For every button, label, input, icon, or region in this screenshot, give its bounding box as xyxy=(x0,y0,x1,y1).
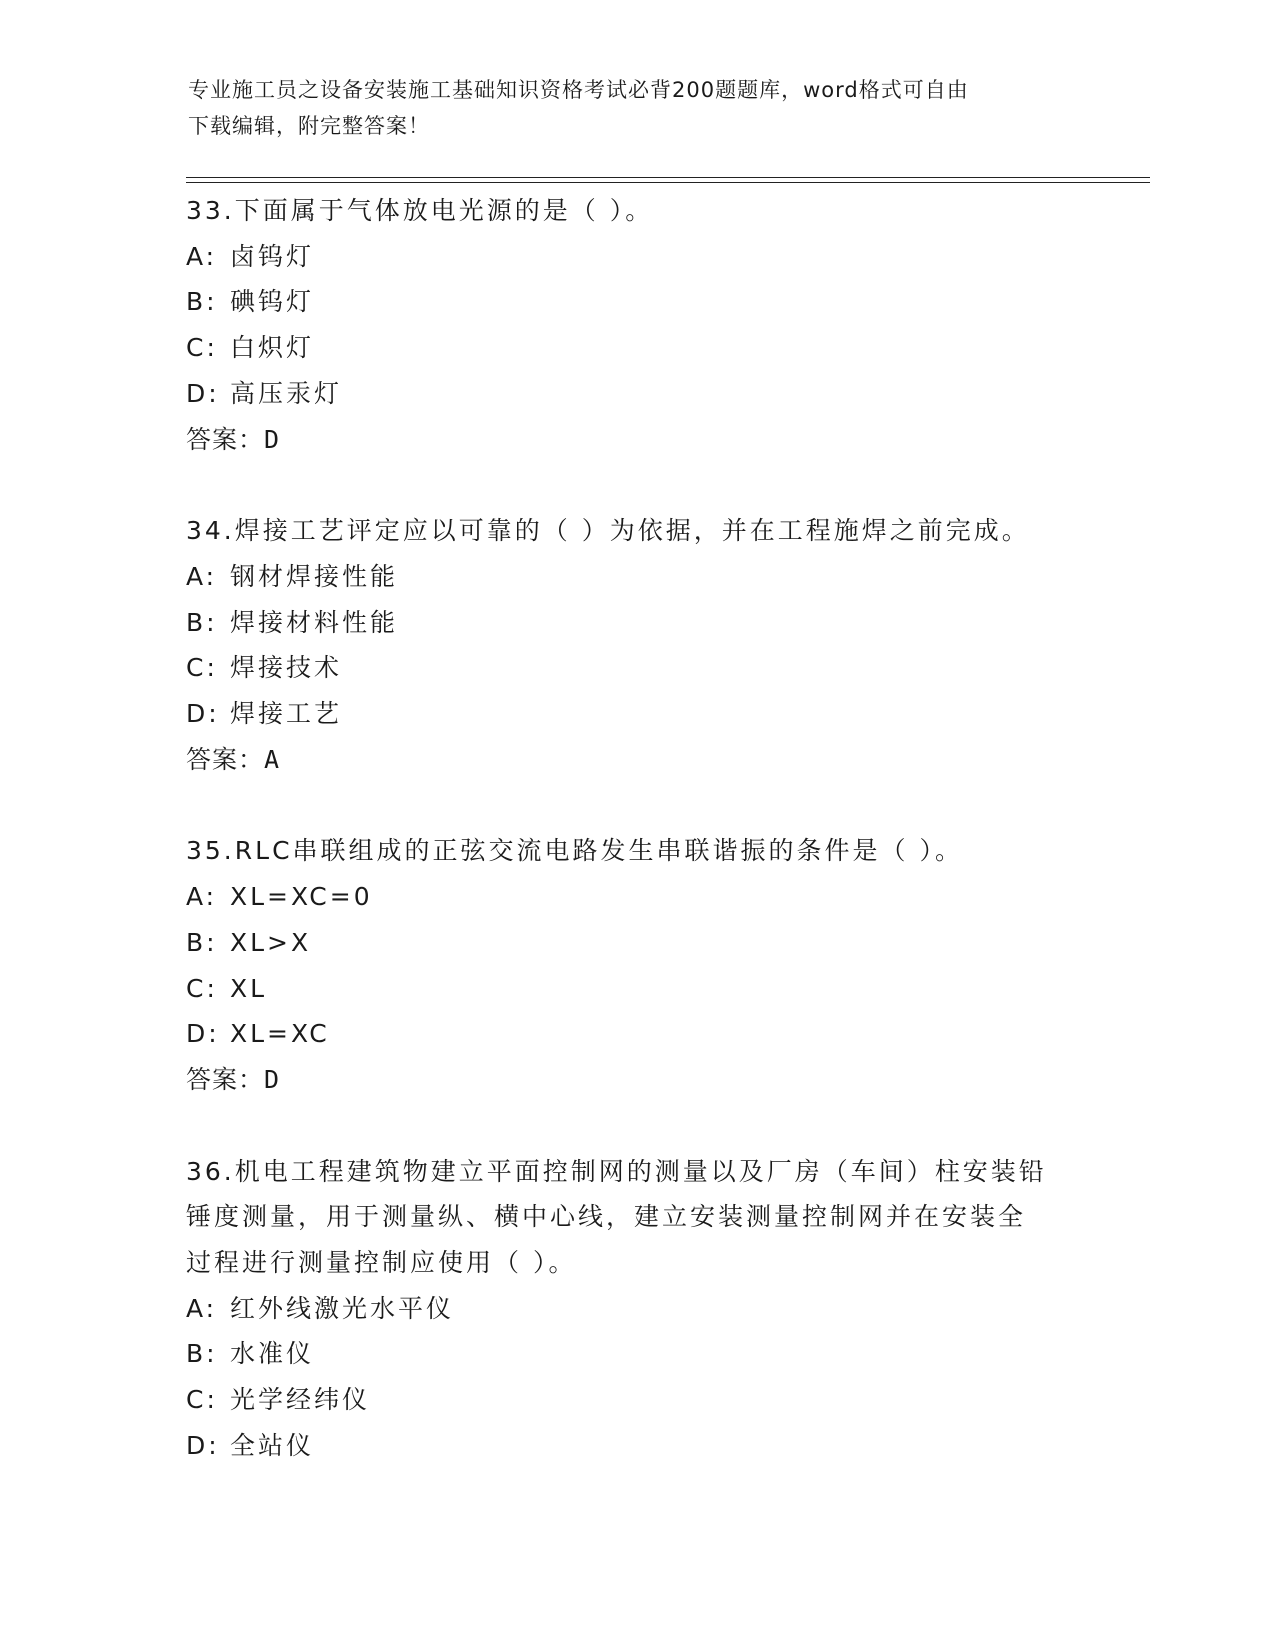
question-stem-line xyxy=(186,1194,1086,1240)
option-text: 红外线激光水平仪 xyxy=(230,1293,455,1323)
question-stem-line xyxy=(186,828,1086,874)
question-stem-line xyxy=(186,508,1086,554)
option-letter: C: xyxy=(186,653,218,683)
option-letter: D: xyxy=(186,1430,220,1460)
question-stem-text: 机电工程建筑物建立平面控制网的测量以及厂房（车间）柱安装铅 xyxy=(234,1156,1047,1186)
answer-option xyxy=(186,874,1086,920)
option-letter: A: xyxy=(186,241,218,271)
question-stem-text: 锤度测量，用于测量纵、横中心线，建立安装测量控制网并在安装全 xyxy=(186,1202,1027,1232)
answer-option xyxy=(186,1377,1086,1423)
header-title-line-2: 下载编辑，附完整答案！ xyxy=(188,114,430,138)
question-stem-line xyxy=(186,1240,1086,1286)
answer-option xyxy=(186,325,1086,371)
correct-answer: 答案：D xyxy=(186,424,281,454)
header-divider-bottom xyxy=(186,182,1150,183)
option-text: XL=XC xyxy=(230,1019,330,1049)
question-number: 35. xyxy=(186,836,235,866)
option-letter: B: xyxy=(186,927,218,957)
option-text: 焊接技术 xyxy=(230,653,343,683)
answer-option xyxy=(186,1011,1086,1057)
option-text: 钢材焊接性能 xyxy=(230,561,399,591)
option-letter: A: xyxy=(186,1293,218,1323)
question-stem-text: 过程进行测量控制应使用（ ）。 xyxy=(186,1248,577,1278)
question-block xyxy=(186,508,1086,782)
option-text: XL>X xyxy=(230,927,312,957)
question-block xyxy=(186,188,1086,462)
option-text: XL=XC=0 xyxy=(230,882,373,912)
option-letter: D: xyxy=(186,699,220,729)
correct-answer: 答案：A xyxy=(186,744,281,774)
question-block xyxy=(186,828,1086,1102)
option-letter: D: xyxy=(186,1019,220,1049)
option-letter: B: xyxy=(186,607,218,637)
answer-option xyxy=(186,1286,1086,1332)
option-letter: C: xyxy=(186,1385,218,1415)
answer-option xyxy=(186,645,1086,691)
question-stem-line xyxy=(186,1149,1086,1195)
answer-option xyxy=(186,691,1086,737)
question-number: 34. xyxy=(186,516,235,546)
option-letter: B: xyxy=(186,287,218,317)
option-letter: A: xyxy=(186,561,218,591)
header-title-line-1: 专业施工员之设备安装施工基础知识资格考试必背200题题库，word格式可自由 xyxy=(188,78,969,102)
option-text: 卤钨灯 xyxy=(230,241,315,271)
answer-option xyxy=(186,1423,1086,1469)
option-letter: A: xyxy=(186,882,218,912)
option-text: 光学经纬仪 xyxy=(230,1385,371,1415)
option-letter: D: xyxy=(186,378,220,408)
answer-option xyxy=(186,234,1086,280)
question-list xyxy=(186,188,1086,1515)
option-text: 白炽灯 xyxy=(230,333,315,363)
answer-option xyxy=(186,371,1086,417)
option-text: 高压汞灯 xyxy=(230,378,343,408)
option-text: 碘钨灯 xyxy=(230,287,315,317)
answer-option xyxy=(186,279,1086,325)
option-text: 水准仪 xyxy=(230,1339,315,1369)
answer-option xyxy=(186,966,1086,1012)
correct-answer: 答案：D xyxy=(186,1064,281,1094)
question-stem-text: 焊接工艺评定应以可靠的（ ）为依据，并在工程施焊之前完成。 xyxy=(234,516,1030,546)
document-header xyxy=(188,72,1088,144)
header-divider-top xyxy=(186,177,1150,178)
option-letter: B: xyxy=(186,1339,218,1369)
option-text: 全站仪 xyxy=(230,1430,315,1460)
answer-option xyxy=(186,1331,1086,1377)
option-text: 焊接工艺 xyxy=(230,699,343,729)
option-text: XL xyxy=(230,973,268,1003)
question-number: 33. xyxy=(186,196,235,225)
question-stem-line xyxy=(186,188,1086,234)
option-text: 焊接材料性能 xyxy=(230,607,399,637)
question-number: 36. xyxy=(186,1156,235,1186)
answer-option xyxy=(186,920,1086,966)
answer-option xyxy=(186,554,1086,600)
option-letter: C: xyxy=(186,333,218,363)
answer-option xyxy=(186,600,1086,646)
question-stem-text: 下面属于气体放电光源的是（ ）。 xyxy=(234,196,654,225)
question-block xyxy=(186,1149,1086,1469)
option-letter: C: xyxy=(186,973,218,1003)
question-stem-text: RLC串联组成的正弦交流电路发生串联谐振的条件是（ ）。 xyxy=(234,836,963,866)
